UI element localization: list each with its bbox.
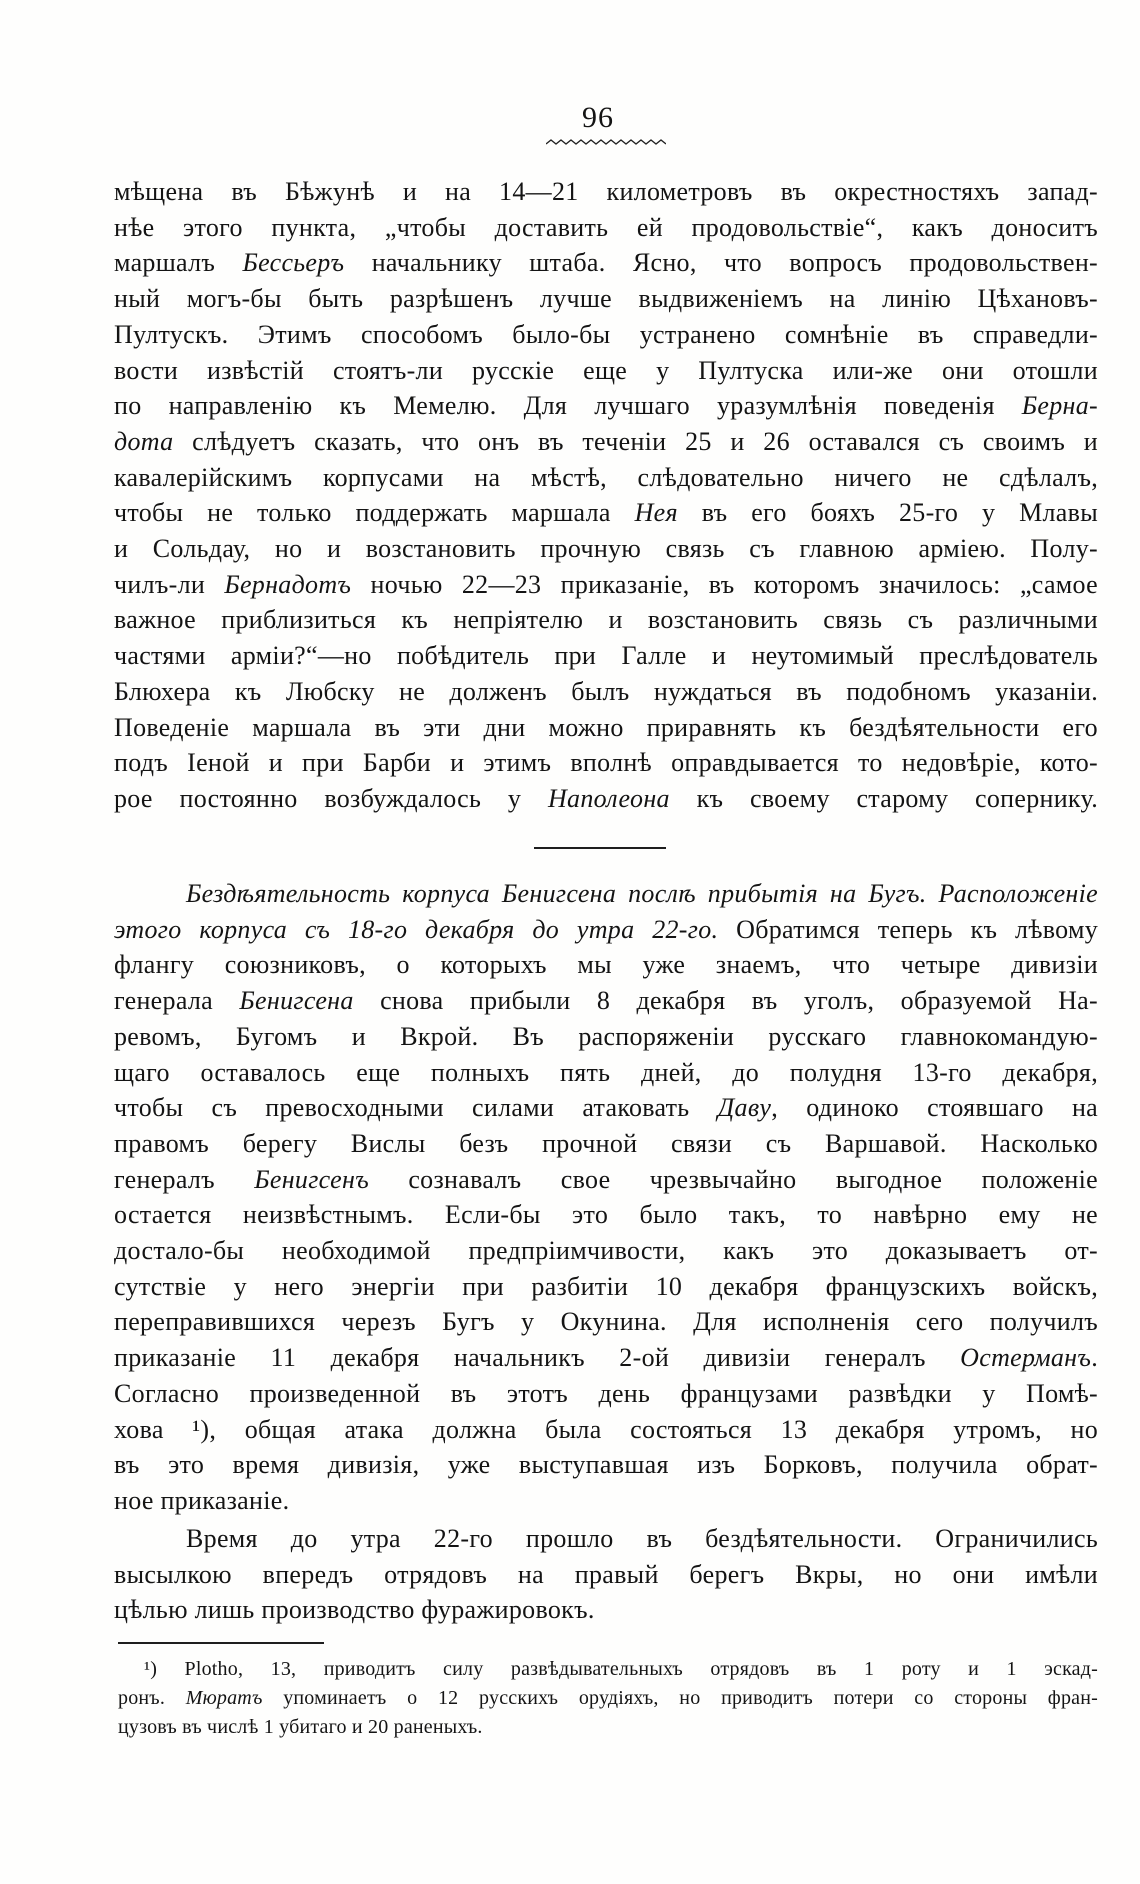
text-line xyxy=(114,245,1098,281)
text-line xyxy=(114,531,1098,567)
paragraph-3 xyxy=(114,1521,1098,1628)
text-run: генералъ xyxy=(114,1164,255,1194)
italic-text-run: Остерманъ xyxy=(960,1343,1092,1373)
italic-text-run: Наполеона xyxy=(547,783,670,813)
text-run: цузовъ въ числѣ 1 убитаго и 20 раненыхъ. xyxy=(118,1716,483,1738)
text-run: и Сольдау, но и возстановить прочную связь съ главною арміею. Полу- xyxy=(114,534,1098,564)
italic-text-run: Бернадотъ xyxy=(224,569,352,599)
text-run: Блюхера къ Любску не долженъ былъ нуждаться въ подобномъ указаніи. xyxy=(114,676,1098,706)
text-line xyxy=(114,710,1098,746)
text-run: ное приказаніе. xyxy=(114,1485,290,1515)
text-line xyxy=(114,638,1098,674)
text-line xyxy=(114,1019,1098,1055)
text-run: , одиноко стоявшаго на xyxy=(771,1093,1098,1123)
text-line xyxy=(114,567,1098,603)
text-line xyxy=(114,1162,1098,1198)
text-run: Время до утра 22-го прошло въ бездѣятельности. Ограничились xyxy=(186,1524,1098,1553)
text-line xyxy=(114,1304,1098,1340)
footnote-divider xyxy=(118,1642,324,1644)
text-run: частями арміи?“—но побѣдитель при Галле и неутомимый преслѣдователь xyxy=(114,641,1098,671)
paragraph-2 xyxy=(114,876,1098,1519)
text-run: кавалерійскимъ корпусами на мѣстѣ, слѣдовательно ничего не сдѣлалъ, xyxy=(114,462,1098,492)
text-run: снова прибыли 8 декабря въ уголъ, образуемой На- xyxy=(353,986,1098,1016)
text-run: . xyxy=(1091,1343,1098,1373)
text-run: приказаніе 11 декабря начальникъ 2-ой дивизіи генералъ xyxy=(114,1343,961,1373)
text-line xyxy=(118,1684,1098,1713)
text-line xyxy=(114,1412,1098,1448)
text-line xyxy=(114,983,1098,1019)
footnote xyxy=(118,1655,1098,1742)
text-line xyxy=(118,1713,1098,1742)
text-run: правомъ берегу Вислы безъ прочной связи съ Варшавой. Насколько xyxy=(114,1128,1098,1158)
text-run: сутствіе у него энергіи при разбитіи 10 декабря французскихъ войскъ, xyxy=(114,1271,1098,1301)
text-run: чтобы не только поддержать маршала xyxy=(114,498,635,528)
text-run: ревомъ, Бугомъ и Вкрой. Въ распоряженіи русскаго главнокомандую- xyxy=(114,1021,1098,1051)
text-run: высылкою впередъ отрядовъ на правый берегъ Вкры, но они имѣли xyxy=(114,1559,1098,1589)
text-line xyxy=(114,1340,1098,1376)
text-run: остается неизвѣстнымъ. Если-бы это было такъ, то навѣрно ему не xyxy=(114,1200,1098,1230)
text-line xyxy=(114,674,1098,710)
text-line xyxy=(114,1055,1098,1091)
text-run: Пултускъ. Этимъ способомъ было-бы устранено сомнѣніе въ справедли- xyxy=(114,319,1098,349)
text-line xyxy=(114,1592,1098,1628)
text-line xyxy=(114,424,1098,460)
text-run: чилъ-ли xyxy=(114,569,225,599)
text-line xyxy=(114,460,1098,496)
text-run: ный могъ-бы быть разрѣшенъ лучше выдвиженіемъ на линію Цѣхановъ- xyxy=(114,284,1098,314)
text-line xyxy=(114,1197,1098,1233)
text-run: мѣщена въ Бѣжунѣ и на 14—21 километровъ въ окрестностяхъ запад- xyxy=(114,177,1098,206)
text-line xyxy=(114,745,1098,781)
page-number-ornament xyxy=(546,136,666,148)
text-run: цѣлью лишь производство фуражировокъ. xyxy=(114,1595,595,1625)
italic-text-run: Бенигсена xyxy=(239,986,354,1016)
text-run: по направленію къ Мемелю. Для лучшаго уразумлѣнія поведенія xyxy=(114,391,1022,421)
italic-text-run: Мюратъ xyxy=(185,1687,263,1709)
italic-text-run: дота xyxy=(114,426,174,456)
text-run: маршалъ xyxy=(114,248,243,278)
italic-text-run: Бездѣятельность корпуса Бенигсена послѣ прибытія на Бугъ. Расположеніе xyxy=(186,879,1098,908)
text-line xyxy=(114,1269,1098,1305)
text-run: Поведеніе маршала въ эти дни можно приравнять къ бездѣятельности его xyxy=(114,712,1098,742)
text-run: рое постоянно возбуждалось у xyxy=(114,783,548,813)
text-run: въ его бояхъ 25-го у Млавы xyxy=(677,498,1098,528)
italic-text-run: Нея xyxy=(634,498,678,528)
text-line xyxy=(114,1233,1098,1269)
text-run: упоминаетъ о 12 русскихъ орудіяхъ, но приводитъ потери со стороны фран- xyxy=(262,1687,1099,1709)
text-line xyxy=(114,947,1098,983)
text-line xyxy=(114,210,1098,246)
text-run: генерала xyxy=(114,986,240,1016)
text-line xyxy=(118,1655,1098,1684)
text-run: подъ Іеной и при Барби и этимъ вполнѣ оправдывается то недовѣріе, кото- xyxy=(114,748,1098,778)
text-run: переправившихся черезъ Бугъ у Окунина. Для исполненія сего получилъ xyxy=(114,1307,1098,1337)
text-run: ¹) Plotho, 13, приводитъ силу развѣдывательныхъ отрядовъ въ 1 роту и 1 эскад- xyxy=(144,1658,1098,1680)
text-run: ночью 22—23 приказаніе, въ которомъ значилось: „самое xyxy=(351,569,1098,599)
text-line xyxy=(114,876,1098,912)
text-run: въ это время дивизія, уже выступавшая изъ Борковъ, получила обрат- xyxy=(114,1450,1098,1480)
text-line xyxy=(114,1557,1098,1593)
text-line xyxy=(114,1521,1098,1557)
text-line xyxy=(114,1376,1098,1412)
text-run: нѣе этого пункта, „чтобы доставить ей продовольствіе“, какъ доноситъ xyxy=(114,212,1098,242)
text-run: слѣдуетъ сказать, что онъ въ теченіи 25 и 26 оставался съ своимъ и xyxy=(173,426,1098,456)
text-run: сознавалъ свое чрезвычайно выгодное положеніе xyxy=(369,1164,1099,1194)
text-line xyxy=(114,495,1098,531)
text-line xyxy=(114,1090,1098,1126)
text-run: чтобы съ превосходными силами атаковать xyxy=(114,1093,718,1123)
text-line xyxy=(114,912,1098,948)
text-run: важное приблизиться къ непріятелю и возстановить связь съ различными xyxy=(114,605,1098,635)
text-run: флангу союзниковъ, о которыхъ мы уже знаемъ, что четыре дивизіи xyxy=(114,950,1098,980)
text-run: щаго оставалось еще полныхъ пять дней, до полудня 13-го декабря, xyxy=(114,1057,1098,1087)
italic-text-run: этого корпуса съ 18-го декабря до утра 22-го. xyxy=(114,914,719,944)
text-run: вости извѣстій стоятъ-ли русскіе еще у Пултуска или-же они отошли xyxy=(114,355,1098,385)
text-line xyxy=(114,1483,1098,1519)
paragraph-1 xyxy=(114,174,1098,817)
text-line xyxy=(114,281,1098,317)
italic-text-run: Бенигсенъ xyxy=(254,1164,369,1194)
text-line xyxy=(114,388,1098,424)
text-run: достало-бы необходимой предпріимчивости, какъ это доказываетъ от- xyxy=(114,1236,1098,1266)
text-line xyxy=(114,174,1098,210)
text-run: ронъ. xyxy=(118,1687,186,1709)
text-line xyxy=(114,781,1098,817)
italic-text-run: Даву xyxy=(717,1093,772,1123)
text-line xyxy=(114,1447,1098,1483)
text-line xyxy=(114,602,1098,638)
text-run: начальнику штаба. Ясно, что вопросъ продовольствен- xyxy=(344,248,1098,278)
italic-text-run: Бессьеръ xyxy=(242,248,345,278)
text-run: хова ¹), общая атака должна была состояться 13 декабря утромъ, но xyxy=(114,1414,1098,1444)
text-line xyxy=(114,353,1098,389)
section-divider xyxy=(534,847,666,849)
text-run: Обратимся теперь къ лѣвому xyxy=(718,914,1098,944)
text-line xyxy=(114,1126,1098,1162)
italic-text-run: Берна- xyxy=(1021,391,1098,421)
text-run: къ своему старому сопернику. xyxy=(669,783,1098,813)
text-run: Согласно произведенной въ этотъ день французами развѣдки у Помѣ- xyxy=(114,1378,1098,1408)
text-line xyxy=(114,317,1098,353)
page-number: 96 xyxy=(582,101,614,134)
